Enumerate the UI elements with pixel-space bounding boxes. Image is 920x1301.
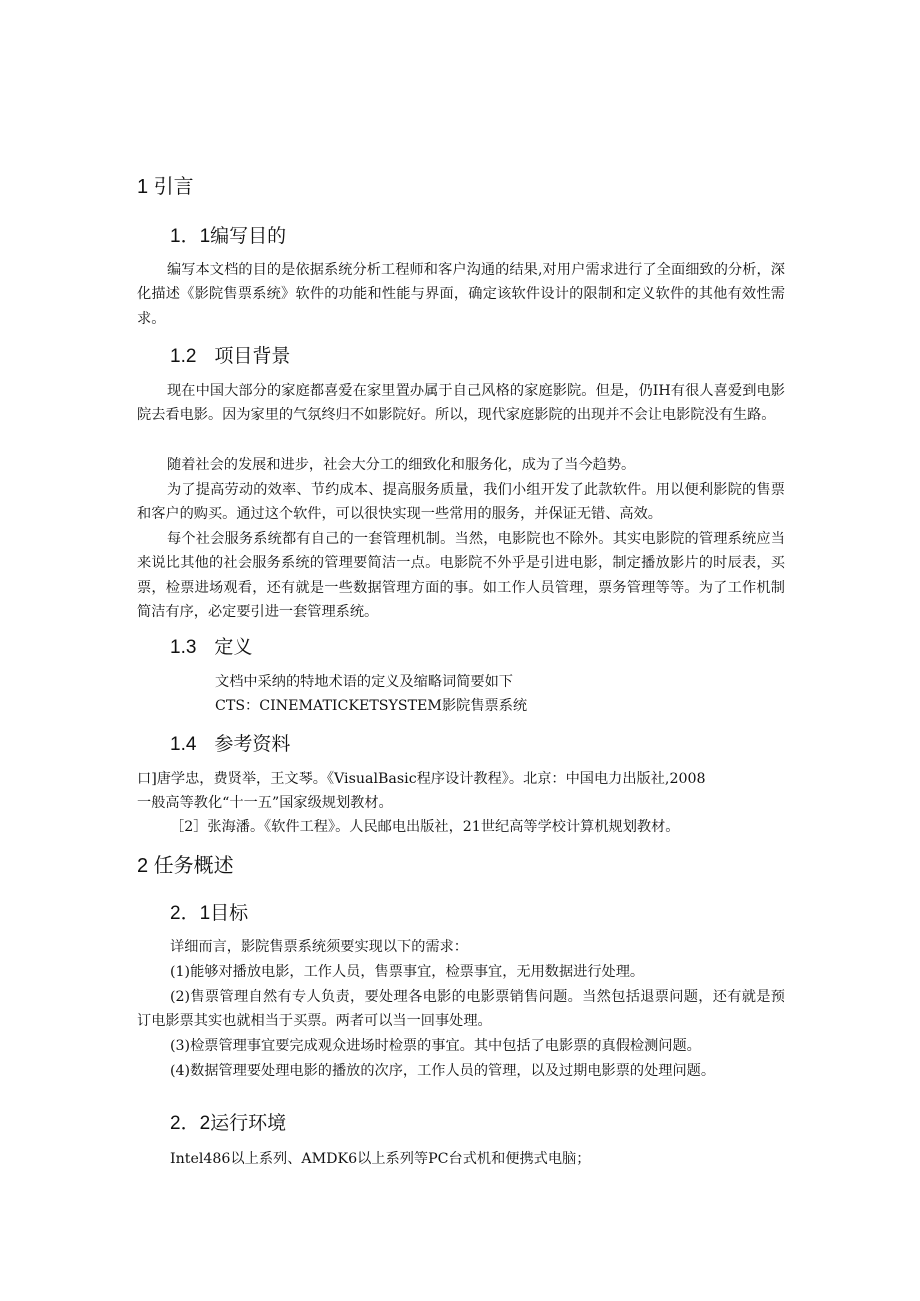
heading-section-1: 1 引言 — [137, 176, 194, 198]
heading-1-3-title: 定义 — [214, 637, 253, 658]
reference-2: ［2］张海潘。《软件工程》。人民邮电出版社，21世纪高等学校计算机规划教材。 — [170, 819, 680, 835]
goal-intro: 详细而言，影院售票系统须要实现以下的需求： — [170, 939, 468, 955]
reference-1-line-1: 口]唐学忠，费贤举，王文琴。《VisualBasic程序设计教程》。北京：中国电力出版社,2008 — [137, 771, 706, 787]
paragraph-background-2: 随着社会的发展和进步，社会大分工的细致化和服务化，成为了当今趋势。 — [167, 457, 636, 473]
heading-2-2: 2．2运行环境 — [170, 1113, 287, 1134]
heading-1-3 — [170, 636, 252, 660]
heading-1-1: 1．1编写目的 — [170, 226, 287, 247]
definition-intro: 文档中采纳的特地术语的定义及缩略词简要如下 — [215, 674, 513, 690]
heading-1-2-title: 项目背景 — [214, 346, 291, 367]
heading-1-3-number: 1.3 — [170, 637, 197, 658]
paragraph-purpose: 编写本文档的目的是依据系统分析工程师和客户沟通的结果,对用户需求进行了全面细致的分析，深化描述《影院售票系统》软件的功能和性能与界面，确定该软件设计的限制和定义软件的其他有效性需求。 — [137, 262, 785, 327]
heading-1-2 — [170, 345, 290, 369]
goal-item-1: (1)能够对播放电影，工作人员，售票事宜，检票事宜，无用数据进行处理。 — [170, 964, 645, 980]
heading-1-4 — [170, 733, 290, 757]
reference-1-line-2: 一般高等教化“十一五”国家级规划教材。 — [137, 795, 393, 811]
heading-1-2-number: 1.2 — [170, 346, 197, 367]
heading-1-4-title: 参考资料 — [214, 734, 291, 755]
paragraph-background-4: 每个社会服务系统都有自己的一套管理机制。当然，电影院也不除外。其实电影院的管理系统应当来说比其他的社会服务系统的管理要简洁一点。电影院不外乎是引进电影，制定播放影片的时辰表，买票，检票进场观看，还有就是一些数据管理方面的事。如工作人员管理，票务管理等等。为了工作机制简洁有序，必定要引进一套管理系统。 — [137, 531, 785, 620]
goal-item-4: (4)数据管理要处理电影的播放的次序，工作人员的管理，以及过期电影票的处理问题。 — [170, 1063, 716, 1079]
heading-section-2: 2 任务概述 — [137, 855, 234, 877]
definition-cts: CTS：CINEMATICKETSYSTEM影院售票系统 — [215, 698, 528, 714]
heading-1-4-number: 1.4 — [170, 734, 197, 755]
goal-item-2: (2)售票管理自然有专人负责，要处理各电影的电影票销售问题。当然包括退票问题，还有就是预订电影票其实也就相当于买票。两者可以当一回事处理。 — [137, 989, 785, 1030]
heading-2-1: 2．1目标 — [170, 903, 249, 924]
paragraph-background-1: 现在中国大部分的家庭都喜爱在家里置办属于自己风格的家庭影院。但是，仍IH有很人喜爱到电影院去看电影。因为家里的气氛终归不如影院好。所以，现代家庭影院的出现并不会让电影院没有生路。 — [137, 383, 785, 424]
environment-line-1: Intel486以上系列、AMDK6以上系列等PC台式机和便携式电脑； — [170, 1151, 591, 1167]
paragraph-background-3: 为了提高劳动的效率、节约成本、提高服务质量，我们小组开发了此款软件。用以便利影院的售票和客户的购买。通过这个软件，可以很快实现一些常用的服务，并保证无错、高效。 — [137, 482, 785, 523]
goal-item-3: (3)检票管理事宜要完成观众进场时检票的事宜。其中包括了电影票的真假检测问题。 — [170, 1038, 701, 1054]
